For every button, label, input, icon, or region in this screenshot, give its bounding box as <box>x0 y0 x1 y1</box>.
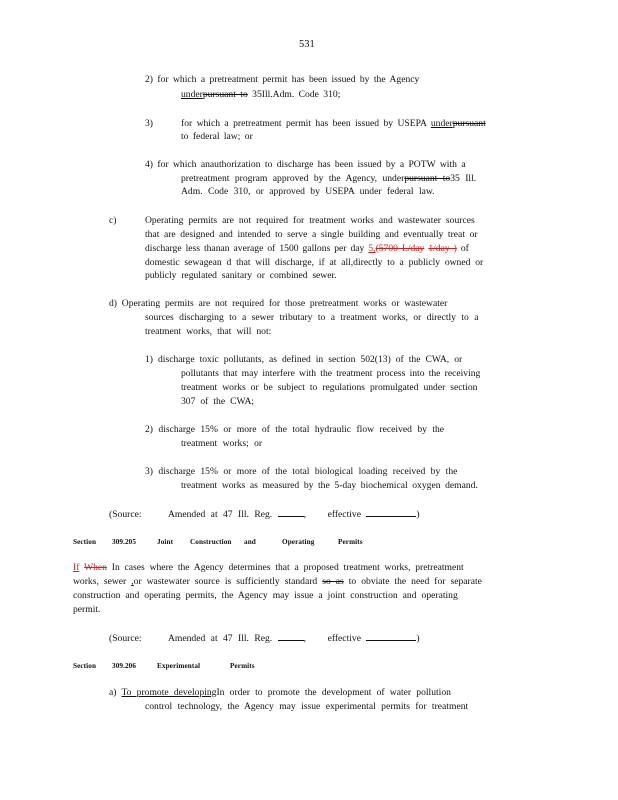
para-d-1-line-4: 307 of the CWA; <box>181 396 255 407</box>
para-c-line-5: publicly regulated sanitary or combined sewer. <box>145 270 337 281</box>
source-text: Amended at 47 Ill. Reg. <box>167 509 273 520</box>
section-206-label: Section <box>73 662 97 670</box>
para-d-1-text: discharge toxic pollutants, as defined in section 502(13) of the CWA, or <box>158 354 463 365</box>
item-4-number: 4) <box>145 159 153 170</box>
para-d-3-text: discharge 15% or more of the total biological loading received by the <box>158 466 458 477</box>
section-206-a-line-1 <box>109 686 451 699</box>
inserted-to-promote-developing: To promote developing <box>121 687 217 698</box>
source-note-2 <box>109 631 420 645</box>
section-205-title-permits: Permits <box>338 538 363 546</box>
item-3-line-1 <box>181 117 486 130</box>
para-d-2-line-2: treatment works; or <box>181 438 263 449</box>
section-206-a-text: In order to promote the development of water pollution <box>216 687 451 698</box>
section-205-line-1 <box>73 561 464 574</box>
section-205-line-2-a: works, sewer <box>73 576 127 587</box>
deleted-pursuant-to: pursuant to <box>202 89 248 100</box>
para-d-1-number: 1) <box>145 354 153 365</box>
section-205-line-4: permit. <box>73 604 101 615</box>
source-text: Amended at 47 Ill. Reg. <box>167 633 273 644</box>
inserted-comma: , <box>131 576 134 587</box>
item-4-text: for which anauthorization to discharge has been issued by a POTW with a <box>157 159 466 170</box>
source-effective: effective <box>327 509 361 520</box>
deleted-pursuant-to: pursuant to <box>404 173 451 184</box>
para-d-1-line-3: treatment works or be subject to regulations promulgated under section <box>181 382 478 393</box>
item-3-text: for which a pretreatment permit has been issued by USEPA <box>181 118 427 129</box>
section-206-a-line-2: control technology, the Agency may issue experimental permits for treatment <box>145 701 469 712</box>
page-number: 531 <box>299 39 315 50</box>
reg-blank <box>278 631 304 641</box>
section-205-label: Section <box>73 538 97 546</box>
item-4-line-1 <box>145 158 466 171</box>
section-205-number: 309.205 <box>112 538 137 546</box>
inserted-under: under <box>430 118 453 129</box>
para-d-2-number: 2) <box>145 424 153 435</box>
inserted-under: under <box>181 89 203 100</box>
item-4-line-2-text: pretreatment program approved by the Agency, under <box>181 173 405 184</box>
para-c-line-4: domestic sewagean d that will discharge, if at all,directly to a publicly owned or <box>145 257 484 268</box>
section-206-number: 309.206 <box>112 662 137 670</box>
deleted-pursuant: pursuant <box>452 118 486 129</box>
section-205-line-2-c: to obviate the need for separate <box>348 576 482 587</box>
section-205-title-operating: Operating <box>282 538 315 546</box>
item-2-line-2 <box>181 88 340 101</box>
item-2-text: for which a pretreatment permit has been issued by the Agency <box>157 74 420 85</box>
para-d-line-2: sources discharging to a sewer tributary to a treatment works, or directly to a <box>145 312 479 323</box>
para-c-line-3 <box>145 242 469 255</box>
source-prefix: (Source: <box>109 509 142 520</box>
deleted-so-as: so as <box>322 576 344 587</box>
inserted-if: If <box>73 562 80 573</box>
source-comma: , <box>303 633 306 644</box>
effective-date-blank <box>366 507 416 517</box>
section-205-title-construction: Construction <box>190 538 232 546</box>
para-c-of: of <box>460 243 469 254</box>
section-206-a-number: a) <box>109 687 117 698</box>
para-d-2-line-1 <box>145 423 444 436</box>
source-comma: , <box>303 509 306 520</box>
item-3-number: 3) <box>145 118 153 129</box>
section-205-title-and: and <box>244 538 256 546</box>
para-d-3-number: 3) <box>145 466 153 477</box>
item-4-citation: 35 Ill. <box>450 173 477 184</box>
para-d-2-text: discharge 15% or more of the total hydraulic flow received by the <box>158 424 445 435</box>
section-206-title-permits: Permits <box>230 662 255 670</box>
para-d-line-3: treatment works, that will not: <box>145 326 272 337</box>
effective-date-blank <box>366 631 416 641</box>
item-3-line-2: to federal law; or <box>181 131 253 142</box>
section-205-line-2 <box>73 575 482 588</box>
section-205-line-3: construction and operating permits, the Agency may issue a joint construction and operating <box>73 590 458 601</box>
para-d-1-line-2: pollutants that may interfere with the treatment process into the receiving <box>181 368 481 379</box>
deleted-when: When <box>84 562 107 573</box>
inserted-amount: 5, <box>368 243 376 254</box>
item-2 <box>145 73 419 86</box>
para-c-label: c) <box>109 215 117 226</box>
source-note-1 <box>109 507 420 521</box>
para-d-3-line-2: treatment works as measured by the 5-day biochemical oxygen demand. <box>181 480 478 491</box>
para-c-line-1: Operating permits are not required for treatment works and wastewater sources <box>145 215 475 226</box>
item-2-citation: 35Ill.Adm. Code 310; <box>252 89 341 100</box>
source-close: ) <box>416 509 420 520</box>
para-d-3-line-1 <box>145 465 457 478</box>
item-4-line-2 <box>181 172 476 185</box>
section-205-line-1-text: In cases where the Agency determines that a proposed treatment works, pretreatment <box>111 562 464 573</box>
section-206-title-experimental: Experimental <box>157 662 201 670</box>
para-c-line-2: that are designed and intended to serve a single building and eventually treat or <box>145 229 478 240</box>
source-prefix: (Source: <box>109 633 142 644</box>
section-205-title-joint: Joint <box>157 538 174 546</box>
section-205-line-2-b: or wastewater source is sufficiently standard <box>133 576 318 587</box>
para-d-line-1: d) Operating permits are not required for those pretreatment works or wastewater <box>109 298 448 309</box>
para-c-line-3-text: discharge less thanan average of 1500 gallons per day <box>145 243 365 254</box>
item-2-number: 2) <box>145 74 153 85</box>
para-d-1-line-1 <box>145 353 462 366</box>
deleted-unit: 1/day ) <box>428 243 457 254</box>
source-effective: effective <box>327 633 361 644</box>
item-4-line-3: Adm. Code 310, or approved by USEPA under federal law. <box>181 186 435 197</box>
source-close: ) <box>416 633 420 644</box>
reg-blank <box>278 507 304 517</box>
deleted-liters-per-day: (5700 L/day <box>375 243 425 254</box>
